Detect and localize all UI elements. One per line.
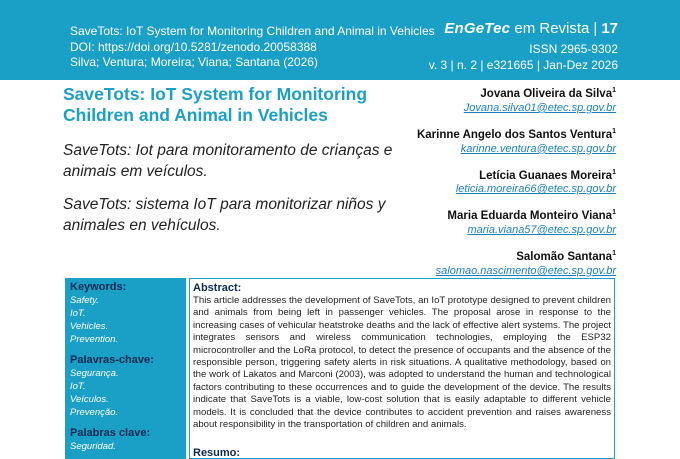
keyword: Seguridad. bbox=[70, 441, 116, 452]
abstract-text: This article addresses the development of SaveTots, an IoT prototype designed to prevent children and animals from being left in passenger vehicles. The proposal arose in response to the increasing cases of vehicular heatstroke deaths and the lack of effective alert systems. The project integrates sensors and wireless communication technologies, employing the ESP32 microcontroller and the LoRa protocol, to detect the presence of occupants and the absence of the responsible person, triggering safety alerts in risk situations. A qualitative methodology, based on the work of Lakatos and Marconi (2003), was adopted to understand the human and technological factors contributing to these occurrences and to guide the development of the device. The results indicate that SaveTots is a viable, low-cost solution that is easily adaptable to different vehicle models. It is concluded that the device contributes to accident prevention and raises awareness about responsibility in the transportation of children and animals. bbox=[193, 295, 611, 431]
abstract-heading: Abstract: bbox=[193, 282, 242, 294]
author-email-link[interactable]: maria.viana57@etec.sp.gov.br bbox=[467, 224, 616, 237]
author-email-link[interactable]: leticia.moreira66@etec.sp.gov.br bbox=[455, 183, 616, 196]
author-entry bbox=[356, 84, 616, 115]
article-title-spanish: SaveTots: sistema IoT para monitorizar niños y animales en vehículos. bbox=[63, 196, 386, 234]
page-number: 17 bbox=[601, 20, 618, 37]
author-list bbox=[356, 84, 616, 288]
abstract-box bbox=[189, 278, 615, 459]
author-name: Salomão Santana$^1$ bbox=[516, 250, 616, 264]
journal-subtitle: em Revista bbox=[514, 20, 590, 37]
keywords-heading: Palabras clave: bbox=[70, 427, 151, 439]
keyword: Prevention. bbox=[70, 334, 119, 345]
running-title: SaveTots: IoT System for Monitoring Children and Animal in Vehicles bbox=[70, 24, 435, 38]
journal-header-banner bbox=[0, 0, 680, 80]
resumo-heading: Resumo: bbox=[193, 447, 241, 459]
keywords-panel bbox=[65, 278, 186, 459]
volume-info: v. 3 | n. 2 | e321665 | Jan-Dez 2026 bbox=[428, 57, 618, 72]
author-email-link[interactable]: salomao.nascimento@etec.sp.gov.br bbox=[435, 265, 616, 278]
author-name: Jovana Oliveira da Silva$^1$ bbox=[480, 87, 616, 100]
author-email-link[interactable]: Jovana.silva01@etec.sp.gov.br bbox=[463, 101, 616, 114]
author-entry bbox=[356, 125, 616, 156]
journal-info bbox=[429, 20, 618, 73]
keyword: Vehicles. bbox=[70, 321, 109, 332]
article-title-english: SaveTots: IoT System for Monitoring Children and Animal in Vehicles bbox=[63, 84, 368, 125]
author-name: Letícia Guanaes Moreira$^1$ bbox=[479, 168, 616, 182]
author-entry bbox=[356, 247, 616, 278]
author-citation: Silva; Ventura; Moreira; Viana; Santana (2026) bbox=[70, 55, 318, 69]
keyword: IoT. bbox=[70, 308, 86, 319]
journal-brand-line bbox=[429, 20, 618, 38]
separator: | bbox=[593, 20, 598, 37]
author-name: Maria Eduarda Monteiro Viana$^1$ bbox=[447, 209, 616, 223]
author-entry bbox=[356, 166, 616, 197]
keywords-heading: Palavras-chave: bbox=[70, 354, 154, 366]
author-email-link[interactable]: karinne.ventura@etec.sp.gov.br bbox=[460, 142, 616, 155]
doi-link[interactable]: DOI: https://doi.org/10.5281/zenodo.20058388 bbox=[70, 39, 317, 54]
keyword: Prevenção. bbox=[70, 407, 119, 418]
title-block bbox=[63, 84, 403, 236]
author-name: Karinne Angelo dos Santos Ventura$^1$ bbox=[416, 127, 616, 141]
keyword: Safety. bbox=[70, 295, 99, 306]
keywords-english bbox=[70, 281, 181, 346]
keyword: IoT. bbox=[70, 381, 86, 392]
keyword: Veículos. bbox=[70, 394, 109, 405]
keyword: Segurança. bbox=[70, 368, 119, 379]
issn: ISSN 2965-9302 bbox=[529, 42, 618, 56]
article-title-portuguese: SaveTots: Iot para monitoramento de crianças e animais em veículos. bbox=[63, 142, 393, 180]
keywords-heading: Keywords: bbox=[70, 281, 127, 293]
keywords-portuguese bbox=[70, 354, 181, 419]
author-entry bbox=[356, 206, 616, 237]
article-citation-info bbox=[70, 24, 435, 71]
keywords-spanish bbox=[70, 427, 181, 453]
journal-logo: EnGeTec bbox=[444, 20, 511, 37]
